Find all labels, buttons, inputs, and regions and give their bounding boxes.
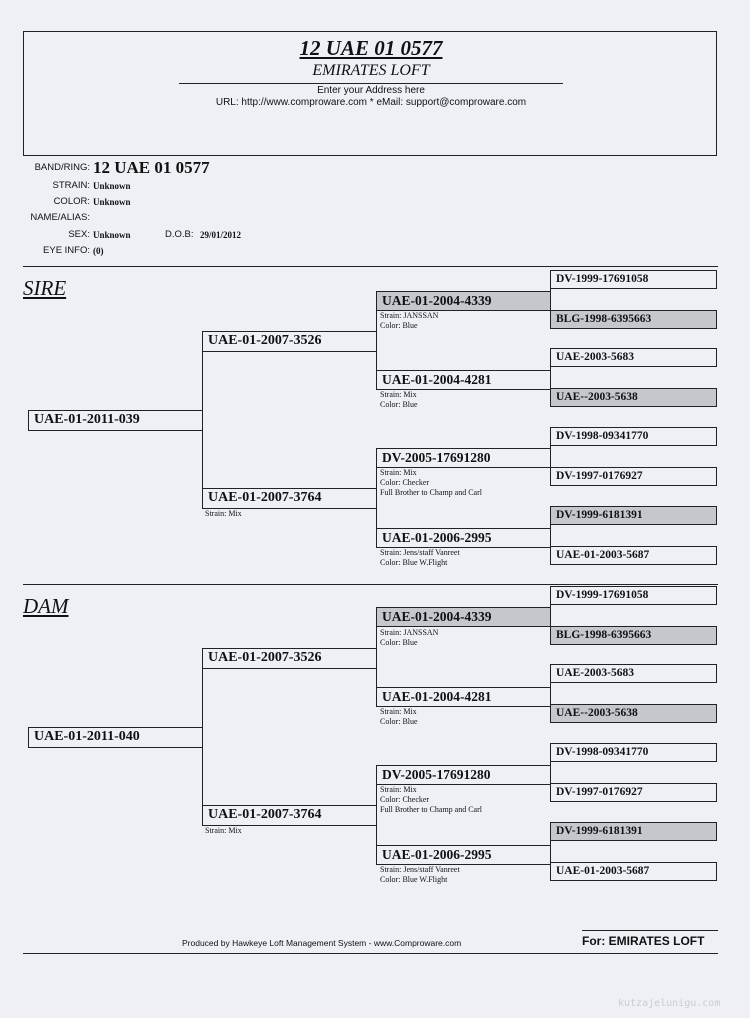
- info-line: Strain: Mix: [380, 468, 417, 477]
- dam-gd2-info: [380, 865, 460, 885]
- dam-gs2-box: DV-2005-17691280: [376, 765, 551, 785]
- info-line: Color: Blue: [380, 717, 418, 726]
- sex-label: SEX:: [68, 229, 90, 240]
- name-alias-label: NAME/ALIAS:: [30, 212, 90, 223]
- info-line: Color: Blue W.Flight: [380, 875, 448, 884]
- footer-rule: [23, 953, 718, 954]
- sire-gs1-box: UAE-01-2004-4339: [376, 291, 551, 311]
- dam-gs1-info: [380, 628, 438, 648]
- dam-subject-box: UAE-01-2011-040: [28, 727, 203, 748]
- info-line: Full Brother to Champ and Carl: [380, 805, 482, 814]
- color-label: COLOR:: [53, 196, 90, 207]
- address-line: Enter your Address here: [317, 85, 425, 96]
- pedigree-top-rule: [23, 266, 718, 267]
- strain-value: Unknown: [93, 181, 131, 191]
- sire-gd2-info: [380, 548, 460, 568]
- contact-line: URL: http://www.comproware.com * eMail: support@comproware.com: [215, 97, 527, 108]
- eye-info-value: (0): [93, 246, 104, 256]
- info-line: Full Brother to Champ and Carl: [380, 488, 482, 497]
- sire-ggp-5-box: DV-1998-09341770: [550, 427, 717, 446]
- sire-gd2-box: UAE-01-2006-2995: [376, 528, 551, 548]
- info-line: Strain: Mix: [380, 707, 417, 716]
- dam-gd1-box: UAE-01-2004-4281: [376, 687, 551, 707]
- sire-ggp-2-box: BLG-1998-6395663: [550, 310, 717, 329]
- header-box: [23, 31, 717, 156]
- page-title: 12 UAE 01 0577: [299, 36, 443, 60]
- sire-ggp-6-box: DV-1997-0176927: [550, 467, 717, 486]
- sire-ggp-3-box: UAE-2003-5683: [550, 348, 717, 367]
- section-divider-rule: [23, 584, 718, 585]
- info-line: Color: Blue: [380, 400, 418, 409]
- sire-subject-box: UAE-01-2011-039: [28, 410, 203, 431]
- sire-ggp-1-box: DV-1999-17691058: [550, 270, 717, 289]
- sire-ggp-8-box: UAE-01-2003-5687: [550, 546, 717, 565]
- sire-dam-info: Strain: Mix: [205, 509, 242, 518]
- sire-gs2-box: DV-2005-17691280: [376, 448, 551, 468]
- dam-ggp-1-box: DV-1999-17691058: [550, 586, 717, 605]
- produced-by-text: Produced by Hawkeye Loft Management System - www.Comproware.com: [182, 938, 462, 948]
- dam-ggp-5-box: DV-1998-09341770: [550, 743, 717, 762]
- sire-gs1-info: [380, 311, 438, 331]
- dam-ggp-8-box: UAE-01-2003-5687: [550, 862, 717, 881]
- dam-ggp-3-box: UAE-2003-5683: [550, 664, 717, 683]
- sire-gd1-box: UAE-01-2004-4281: [376, 370, 551, 390]
- color-value: Unknown: [93, 197, 131, 207]
- footer-for-rule: [582, 930, 718, 931]
- sire-gd1-info: [380, 390, 418, 410]
- dam-gd1-info: [380, 707, 418, 727]
- dob-value: 29/01/2012: [200, 230, 242, 240]
- sex-value: Unknown: [93, 230, 131, 240]
- info-line: Strain: Mix: [380, 785, 417, 794]
- header-rule: [179, 83, 563, 84]
- info-line: Strain: JANSSAN: [380, 311, 439, 320]
- info-line: Color: Checker: [380, 478, 430, 487]
- info-line: Strain: Mix: [380, 390, 417, 399]
- info-line: Color: Blue: [380, 638, 418, 647]
- loft-name: EMIRATES LOFT: [312, 62, 430, 79]
- dob-label: D.O.B:: [165, 229, 194, 240]
- sire-dam-box: UAE-01-2007-3764: [202, 488, 377, 509]
- dam-gs1-box: UAE-01-2004-4339: [376, 607, 551, 627]
- strain-label: STRAIN:: [52, 180, 90, 191]
- info-line: Strain: Jens/staff Vanreet: [380, 548, 460, 557]
- dam-heading: DAM: [23, 594, 69, 618]
- info-line: Color: Checker: [380, 795, 430, 804]
- info-line: Strain: Jens/staff Vanreet: [380, 865, 460, 874]
- dam-ggp-6-box: DV-1997-0176927: [550, 783, 717, 802]
- info-line: Strain: JANSSAN: [380, 628, 439, 637]
- for-loft-text: For: EMIRATES LOFT: [582, 934, 705, 948]
- sire-heading: SIRE: [23, 276, 67, 300]
- dam-sire-box: UAE-01-2007-3526: [202, 648, 377, 669]
- sire-ggp-7-box: DV-1999-6181391: [550, 506, 717, 525]
- dam-gd2-box: UAE-01-2006-2995: [376, 845, 551, 865]
- sire-gs2-info: [380, 468, 482, 498]
- watermark: kutzajelunigu.com: [618, 998, 721, 1009]
- info-line: Color: Blue W.Flight: [380, 558, 448, 567]
- dam-ggp-2-box: BLG-1998-6395663: [550, 626, 717, 645]
- dam-ggp-4-box: UAE--2003-5638: [550, 704, 717, 723]
- eye-info-label: EYE INFO:: [43, 245, 90, 256]
- dam-dam-info: Strain: Mix: [205, 826, 242, 835]
- dam-dam-box: UAE-01-2007-3764: [202, 805, 377, 826]
- band-value: 12 UAE 01 0577: [93, 158, 210, 177]
- band-label: BAND/RING:: [34, 162, 90, 173]
- sire-ggp-4-box: UAE--2003-5638: [550, 388, 717, 407]
- dam-ggp-7-box: DV-1999-6181391: [550, 822, 717, 841]
- dam-gs2-info: [380, 785, 482, 815]
- info-line: Color: Blue: [380, 321, 418, 330]
- sire-sire-box: UAE-01-2007-3526: [202, 331, 377, 352]
